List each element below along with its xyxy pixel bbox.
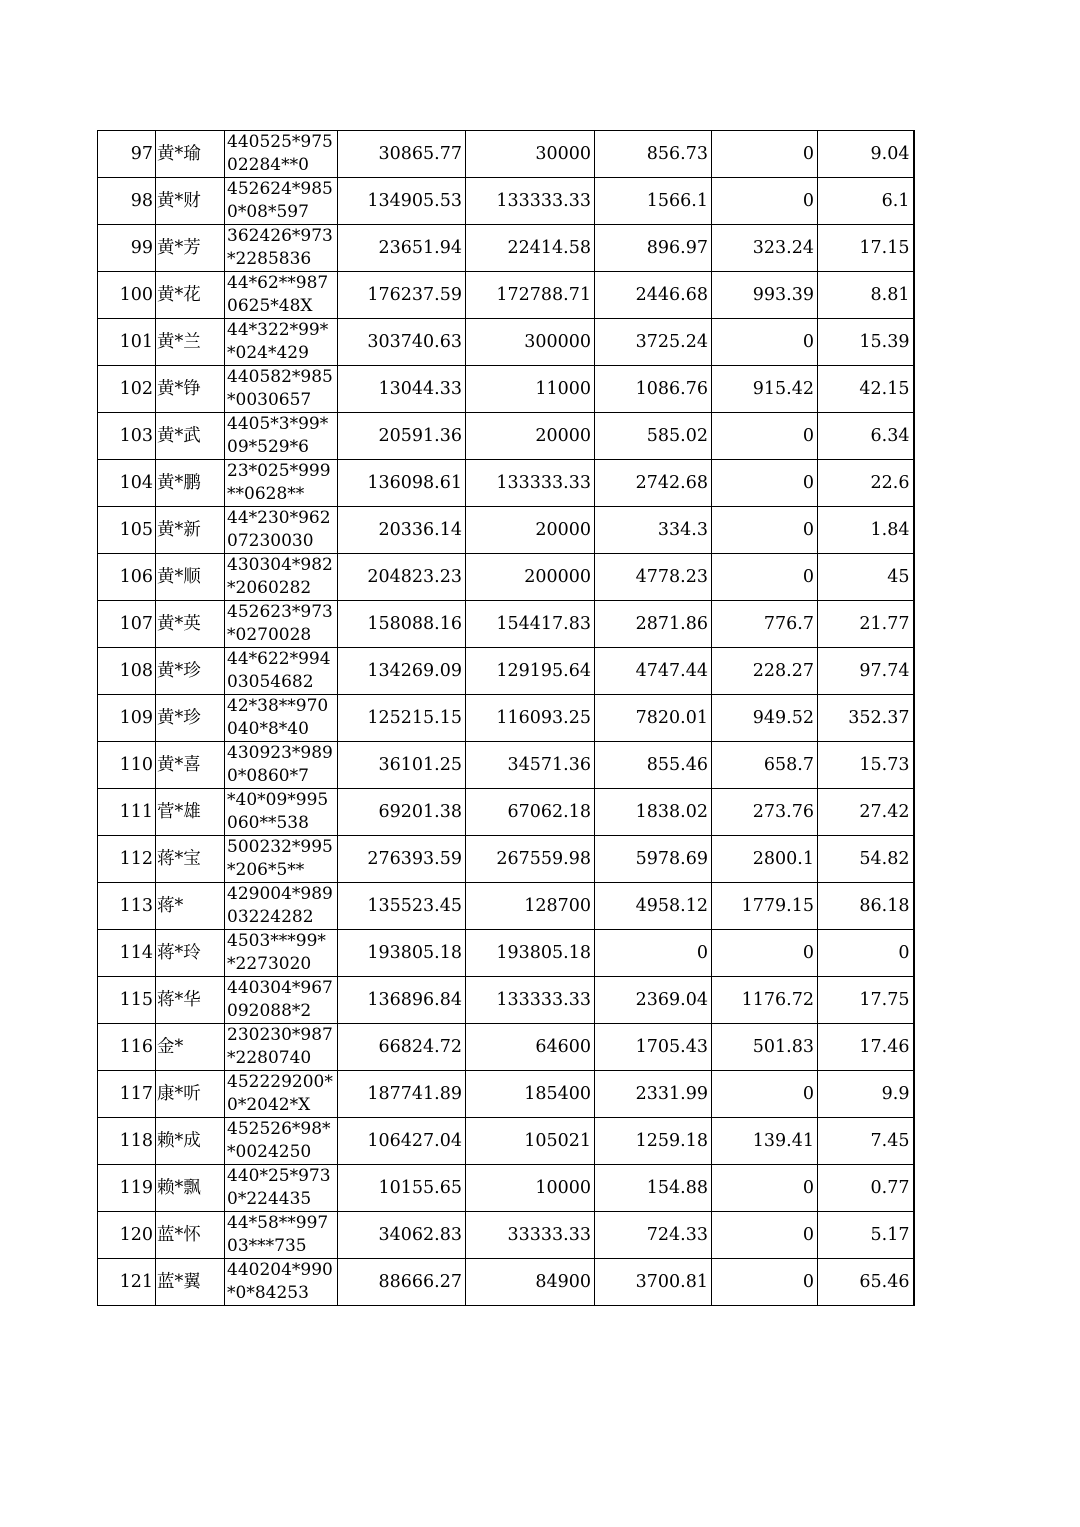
amount-3-cell: 724.33 (595, 1212, 712, 1259)
amount-4-cell: 228.27 (712, 648, 818, 695)
amount-1-cell: 134905.53 (338, 178, 466, 225)
row-number-cell: 102 (98, 366, 156, 413)
row-number-cell: 103 (98, 413, 156, 460)
amount-4-cell: 0 (712, 554, 818, 601)
amount-5-cell: 45 (818, 554, 914, 601)
name-cell: 黄*鹏 (156, 460, 225, 507)
amount-2-cell: 267559.98 (466, 836, 595, 883)
amount-1-cell: 69201.38 (338, 789, 466, 836)
amount-2-cell: 185400 (466, 1071, 595, 1118)
id-number-cell: 44*322*99* *024*429 (225, 319, 338, 366)
row-number-cell: 107 (98, 601, 156, 648)
table-row (98, 742, 914, 789)
amount-2-cell: 133333.33 (466, 460, 595, 507)
amount-2-cell: 22414.58 (466, 225, 595, 272)
amount-4-cell: 776.7 (712, 601, 818, 648)
amount-3-cell: 1838.02 (595, 789, 712, 836)
row-number-cell: 117 (98, 1071, 156, 1118)
name-cell: 黄*珍 (156, 648, 225, 695)
amount-1-cell: 176237.59 (338, 272, 466, 319)
amount-3-cell: 4958.12 (595, 883, 712, 930)
amount-1-cell: 193805.18 (338, 930, 466, 977)
amount-1-cell: 106427.04 (338, 1118, 466, 1165)
name-cell: 蒋*华 (156, 977, 225, 1024)
name-cell: 黄*新 (156, 507, 225, 554)
amount-3-cell: 2871.86 (595, 601, 712, 648)
table-row (98, 836, 914, 883)
amount-3-cell: 896.97 (595, 225, 712, 272)
id-number-cell: 23*025*999 **0628** (225, 460, 338, 507)
id-number-cell: *40*09*995 060**538 (225, 789, 338, 836)
id-number-cell: 4503***99* *2273020 (225, 930, 338, 977)
id-number-cell: 452526*98* *0024250 (225, 1118, 338, 1165)
id-number-cell: 230230*987 *2280740 (225, 1024, 338, 1071)
amount-3-cell: 154.88 (595, 1165, 712, 1212)
id-number-cell: 440204*990 *0*84253 (225, 1259, 338, 1306)
amount-1-cell: 23651.94 (338, 225, 466, 272)
id-number-cell: 44*58**997 03***735 (225, 1212, 338, 1259)
id-number-cell: 440*25*973 0*224435 (225, 1165, 338, 1212)
amount-2-cell: 64600 (466, 1024, 595, 1071)
amount-5-cell: 6.34 (818, 413, 914, 460)
row-number-cell: 121 (98, 1259, 156, 1306)
amount-1-cell: 158088.16 (338, 601, 466, 648)
amount-2-cell: 30000 (466, 131, 595, 178)
amount-3-cell: 1086.76 (595, 366, 712, 413)
amount-5-cell: 86.18 (818, 883, 914, 930)
name-cell: 黄*兰 (156, 319, 225, 366)
id-number-cell: 452229200* 0*2042*X (225, 1071, 338, 1118)
amount-3-cell: 4778.23 (595, 554, 712, 601)
name-cell: 黄*英 (156, 601, 225, 648)
amount-5-cell: 65.46 (818, 1259, 914, 1306)
amount-3-cell: 855.46 (595, 742, 712, 789)
id-number-cell: 430304*982 *2060282 (225, 554, 338, 601)
amount-5-cell: 5.17 (818, 1212, 914, 1259)
amount-4-cell: 0 (712, 131, 818, 178)
amount-3-cell: 2369.04 (595, 977, 712, 1024)
name-cell: 蒋* (156, 883, 225, 930)
row-number-cell: 100 (98, 272, 156, 319)
name-cell: 赖*成 (156, 1118, 225, 1165)
amount-3-cell: 7820.01 (595, 695, 712, 742)
row-number-cell: 104 (98, 460, 156, 507)
amount-3-cell: 334.3 (595, 507, 712, 554)
amount-3-cell: 856.73 (595, 131, 712, 178)
amount-1-cell: 135523.45 (338, 883, 466, 930)
amount-4-cell: 915.42 (712, 366, 818, 413)
amount-2-cell: 193805.18 (466, 930, 595, 977)
amount-1-cell: 303740.63 (338, 319, 466, 366)
amount-3-cell: 3700.81 (595, 1259, 712, 1306)
amount-1-cell: 136896.84 (338, 977, 466, 1024)
amount-2-cell: 20000 (466, 507, 595, 554)
amount-3-cell: 1566.1 (595, 178, 712, 225)
amount-1-cell: 34062.83 (338, 1212, 466, 1259)
row-number-cell: 97 (98, 131, 156, 178)
table-row (98, 1071, 914, 1118)
id-number-cell: 430923*989 0*0860*7 (225, 742, 338, 789)
amount-5-cell: 21.77 (818, 601, 914, 648)
amount-3-cell: 2331.99 (595, 1071, 712, 1118)
amount-5-cell: 7.45 (818, 1118, 914, 1165)
row-number-cell: 108 (98, 648, 156, 695)
name-cell: 蓝*怀 (156, 1212, 225, 1259)
amount-1-cell: 13044.33 (338, 366, 466, 413)
table-row (98, 789, 914, 836)
amount-4-cell: 2800.1 (712, 836, 818, 883)
amount-4-cell: 0 (712, 178, 818, 225)
table-row (98, 319, 914, 366)
amount-1-cell: 134269.09 (338, 648, 466, 695)
amount-4-cell: 0 (712, 1071, 818, 1118)
amount-3-cell: 2446.68 (595, 272, 712, 319)
amount-1-cell: 276393.59 (338, 836, 466, 883)
table-row (98, 883, 914, 930)
amount-4-cell: 0 (712, 460, 818, 507)
id-number-cell: 42*38**970 040*8*40 (225, 695, 338, 742)
table-row (98, 413, 914, 460)
name-cell: 蓝*翼 (156, 1259, 225, 1306)
amount-5-cell: 15.73 (818, 742, 914, 789)
amount-2-cell: 129195.64 (466, 648, 595, 695)
row-number-cell: 119 (98, 1165, 156, 1212)
table-row (98, 695, 914, 742)
table-row (98, 225, 914, 272)
amount-3-cell: 5978.69 (595, 836, 712, 883)
table-row (98, 272, 914, 319)
amount-2-cell: 11000 (466, 366, 595, 413)
table-row (98, 131, 914, 178)
amount-5-cell: 6.1 (818, 178, 914, 225)
amount-3-cell: 1259.18 (595, 1118, 712, 1165)
id-number-cell: 452623*973 *0270028 (225, 601, 338, 648)
table-row (98, 1165, 914, 1212)
amount-2-cell: 133333.33 (466, 977, 595, 1024)
amount-1-cell: 20336.14 (338, 507, 466, 554)
row-number-cell: 120 (98, 1212, 156, 1259)
table-row (98, 1024, 914, 1071)
amount-1-cell: 20591.36 (338, 413, 466, 460)
amount-5-cell: 27.42 (818, 789, 914, 836)
table-row (98, 1259, 914, 1306)
amount-5-cell: 42.15 (818, 366, 914, 413)
amount-2-cell: 300000 (466, 319, 595, 366)
name-cell: 黄*财 (156, 178, 225, 225)
amount-2-cell: 105021 (466, 1118, 595, 1165)
amount-2-cell: 67062.18 (466, 789, 595, 836)
row-number-cell: 109 (98, 695, 156, 742)
amount-4-cell: 0 (712, 930, 818, 977)
row-number-cell: 118 (98, 1118, 156, 1165)
row-number-cell: 101 (98, 319, 156, 366)
row-number-cell: 116 (98, 1024, 156, 1071)
id-number-cell: 440525*975 02284**0 (225, 131, 338, 178)
amount-4-cell: 0 (712, 413, 818, 460)
amount-5-cell: 1.84 (818, 507, 914, 554)
table-body (98, 131, 914, 1306)
amount-5-cell: 17.46 (818, 1024, 914, 1071)
amount-4-cell: 993.39 (712, 272, 818, 319)
amount-5-cell: 17.15 (818, 225, 914, 272)
amount-4-cell: 658.7 (712, 742, 818, 789)
amount-2-cell: 133333.33 (466, 178, 595, 225)
amount-2-cell: 33333.33 (466, 1212, 595, 1259)
amount-2-cell: 10000 (466, 1165, 595, 1212)
row-number-cell: 110 (98, 742, 156, 789)
amount-1-cell: 204823.23 (338, 554, 466, 601)
row-number-cell: 111 (98, 789, 156, 836)
name-cell: 蒋*玲 (156, 930, 225, 977)
row-number-cell: 105 (98, 507, 156, 554)
amount-5-cell: 8.81 (818, 272, 914, 319)
name-cell: 黄*瑜 (156, 131, 225, 178)
table-row (98, 178, 914, 225)
table-row (98, 1118, 914, 1165)
amount-4-cell: 0 (712, 1259, 818, 1306)
table-row (98, 1212, 914, 1259)
amount-4-cell: 0 (712, 507, 818, 554)
id-number-cell: 500232*995 *206*5** (225, 836, 338, 883)
id-number-cell: 4405*3*99* 09*529*6 (225, 413, 338, 460)
amount-2-cell: 128700 (466, 883, 595, 930)
amount-5-cell: 22.6 (818, 460, 914, 507)
name-cell: 黄*铮 (156, 366, 225, 413)
name-cell: 蒋*宝 (156, 836, 225, 883)
amount-2-cell: 154417.83 (466, 601, 595, 648)
amount-3-cell: 2742.68 (595, 460, 712, 507)
amount-4-cell: 273.76 (712, 789, 818, 836)
id-number-cell: 44*230*962 07230030 (225, 507, 338, 554)
amount-5-cell: 352.37 (818, 695, 914, 742)
amount-5-cell: 15.39 (818, 319, 914, 366)
name-cell: 康*听 (156, 1071, 225, 1118)
amount-5-cell: 9.04 (818, 131, 914, 178)
table-row (98, 554, 914, 601)
id-number-cell: 440582*985 *0030657 (225, 366, 338, 413)
name-cell: 黄*芳 (156, 225, 225, 272)
table-row (98, 977, 914, 1024)
id-number-cell: 429004*989 03224282 (225, 883, 338, 930)
amount-3-cell: 0 (595, 930, 712, 977)
amount-4-cell: 0 (712, 1212, 818, 1259)
amount-5-cell: 0.77 (818, 1165, 914, 1212)
amount-3-cell: 3725.24 (595, 319, 712, 366)
row-number-cell: 98 (98, 178, 156, 225)
name-cell: 黄*武 (156, 413, 225, 460)
table-row (98, 366, 914, 413)
amount-4-cell: 323.24 (712, 225, 818, 272)
id-number-cell: 362426*973 *2285836 (225, 225, 338, 272)
row-number-cell: 99 (98, 225, 156, 272)
row-number-cell: 115 (98, 977, 156, 1024)
amount-2-cell: 20000 (466, 413, 595, 460)
amount-1-cell: 88666.27 (338, 1259, 466, 1306)
id-number-cell: 452624*985 0*08*597 (225, 178, 338, 225)
amount-5-cell: 9.9 (818, 1071, 914, 1118)
amount-3-cell: 4747.44 (595, 648, 712, 695)
amount-1-cell: 10155.65 (338, 1165, 466, 1212)
amount-2-cell: 116093.25 (466, 695, 595, 742)
row-number-cell: 112 (98, 836, 156, 883)
amount-3-cell: 585.02 (595, 413, 712, 460)
amount-2-cell: 172788.71 (466, 272, 595, 319)
amount-1-cell: 30865.77 (338, 131, 466, 178)
amount-2-cell: 200000 (466, 554, 595, 601)
table-row (98, 930, 914, 977)
table-row (98, 601, 914, 648)
amount-4-cell: 0 (712, 1165, 818, 1212)
name-cell: 黄*花 (156, 272, 225, 319)
amount-5-cell: 17.75 (818, 977, 914, 1024)
amount-4-cell: 0 (712, 319, 818, 366)
id-number-cell: 440304*967 092088*2 (225, 977, 338, 1024)
row-number-cell: 113 (98, 883, 156, 930)
amount-5-cell: 54.82 (818, 836, 914, 883)
id-number-cell: 44*62**987 0625*48X (225, 272, 338, 319)
amount-1-cell: 125215.15 (338, 695, 466, 742)
amount-3-cell: 1705.43 (595, 1024, 712, 1071)
amount-4-cell: 139.41 (712, 1118, 818, 1165)
amount-5-cell: 0 (818, 930, 914, 977)
id-number-cell: 44*622*994 03054682 (225, 648, 338, 695)
data-table (97, 130, 915, 1306)
table-row (98, 507, 914, 554)
name-cell: 金* (156, 1024, 225, 1071)
amount-5-cell: 97.74 (818, 648, 914, 695)
amount-4-cell: 1779.15 (712, 883, 818, 930)
amount-1-cell: 36101.25 (338, 742, 466, 789)
name-cell: 赖*飘 (156, 1165, 225, 1212)
amount-2-cell: 84900 (466, 1259, 595, 1306)
amount-2-cell: 34571.36 (466, 742, 595, 789)
amount-4-cell: 949.52 (712, 695, 818, 742)
amount-1-cell: 187741.89 (338, 1071, 466, 1118)
name-cell: 黄*珍 (156, 695, 225, 742)
amount-1-cell: 66824.72 (338, 1024, 466, 1071)
row-number-cell: 106 (98, 554, 156, 601)
table-row (98, 648, 914, 695)
name-cell: 黄*喜 (156, 742, 225, 789)
table-row (98, 460, 914, 507)
name-cell: 菅*雄 (156, 789, 225, 836)
row-number-cell: 114 (98, 930, 156, 977)
amount-1-cell: 136098.61 (338, 460, 466, 507)
amount-4-cell: 1176.72 (712, 977, 818, 1024)
name-cell: 黄*顺 (156, 554, 225, 601)
amount-4-cell: 501.83 (712, 1024, 818, 1071)
